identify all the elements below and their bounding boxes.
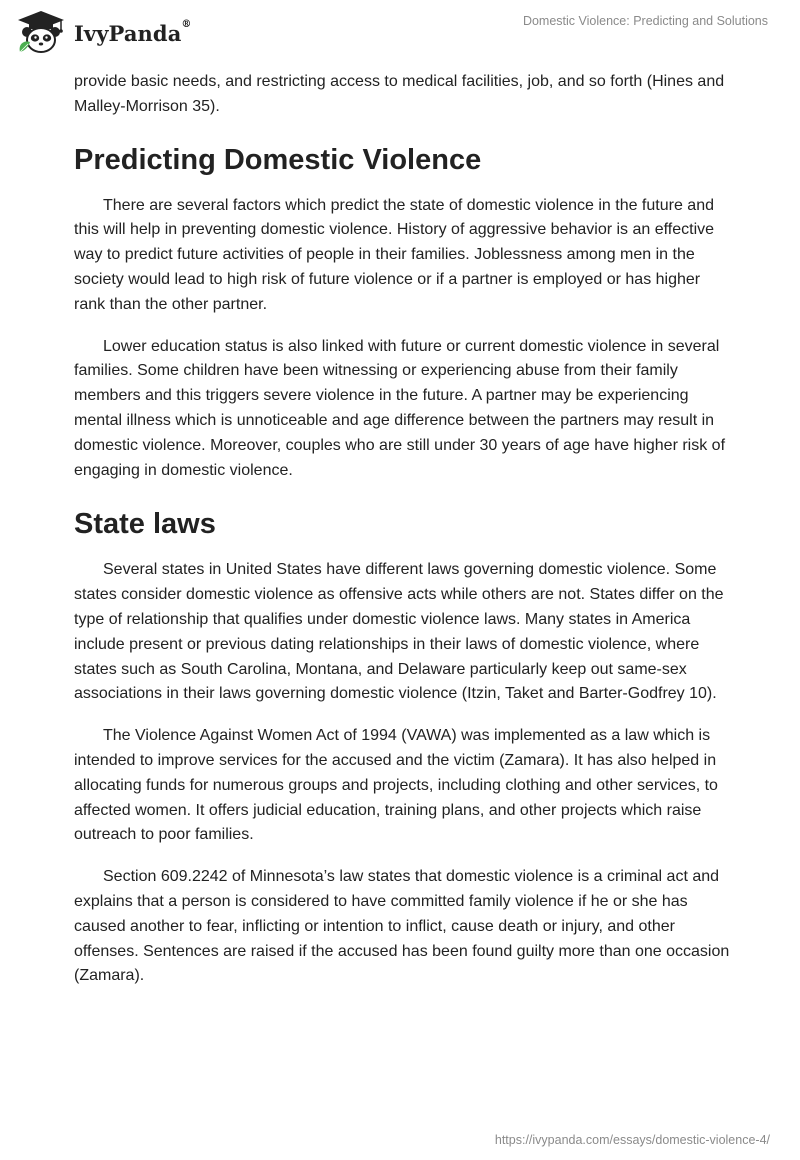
section-heading-state-laws: State laws — [74, 508, 216, 541]
brand-name: IvyPanda® — [74, 18, 192, 46]
page-header — [0, 0, 800, 70]
panda-graduate-icon — [14, 8, 68, 56]
ivypanda-logo[interactable] — [14, 8, 192, 56]
essay-content — [74, 70, 734, 989]
section-heading-predicting: Predicting Domestic Violence — [74, 143, 482, 176]
paragraph: The Violence Against Women Act of 1994 (VAWA) was implemented as a law which is intended to improve services for the accused and the victim (Zamara). It has also helped in allocating funds for numerous groups and projects, including clothing and other services, to affected women. It offers judicial education, training plans, and other projects which raise outreach to poor families. — [74, 727, 718, 844]
paragraph: Lower education status is also linked with future or current domestic violence in several families. Some children have been witnessing or experiencing abuse from their family members and this triggers severe violence in the future. A partner may be experiencing mental illness which is unnoticeable and age difference between the partners may result in domestic violence. Moreover, couples who are still under 30 years of age have higher risk of engaging in domestic violence. — [74, 337, 726, 479]
paragraph: Several states in United States have different laws governing domestic violence. Some states consider domestic violence as offensive acts while others are not. States differ on the type of relationship that qualifies under domestic violence laws. Many states in America include present or previous dating relationships in their laws of domestic violence, where states such as South Carolina, Montana, and Delaware particularly keep out same-sex associations in their laws governing domestic violence (Itzin, Taket and Barter-Godfrey 10). — [74, 561, 724, 703]
paragraph: There are several factors which predict the state of domestic violence in the future and this will help in preventing domestic violence. History of aggressive behavior is an effective way to predict future activities of people in their families. Joblessness among men in the society would lead to high risk of future violence or if a partner is employed or has higher rank than the other partner. — [74, 196, 715, 313]
paragraph: Section 609.2242 of Minnesota’s law states that domestic violence is a criminal act and explains that a person is considered to have committed family violence if he or she has caused another to fear, inflicting or intention to inflict, cause death or injury, and other offenses. Sentences are raised if the accused has been found guilty more than one occasion (Zamara). — [74, 868, 730, 985]
intro-paragraph: provide basic needs, and restricting access to medical facilities, job, and so forth (Hines and Malley-Morrison 35). — [74, 73, 725, 115]
document-title: Domestic Violence: Predicting and Solutions — [522, 14, 768, 28]
source-url[interactable]: https://ivypanda.com/essays/domestic-violence-4/ — [494, 1133, 770, 1147]
